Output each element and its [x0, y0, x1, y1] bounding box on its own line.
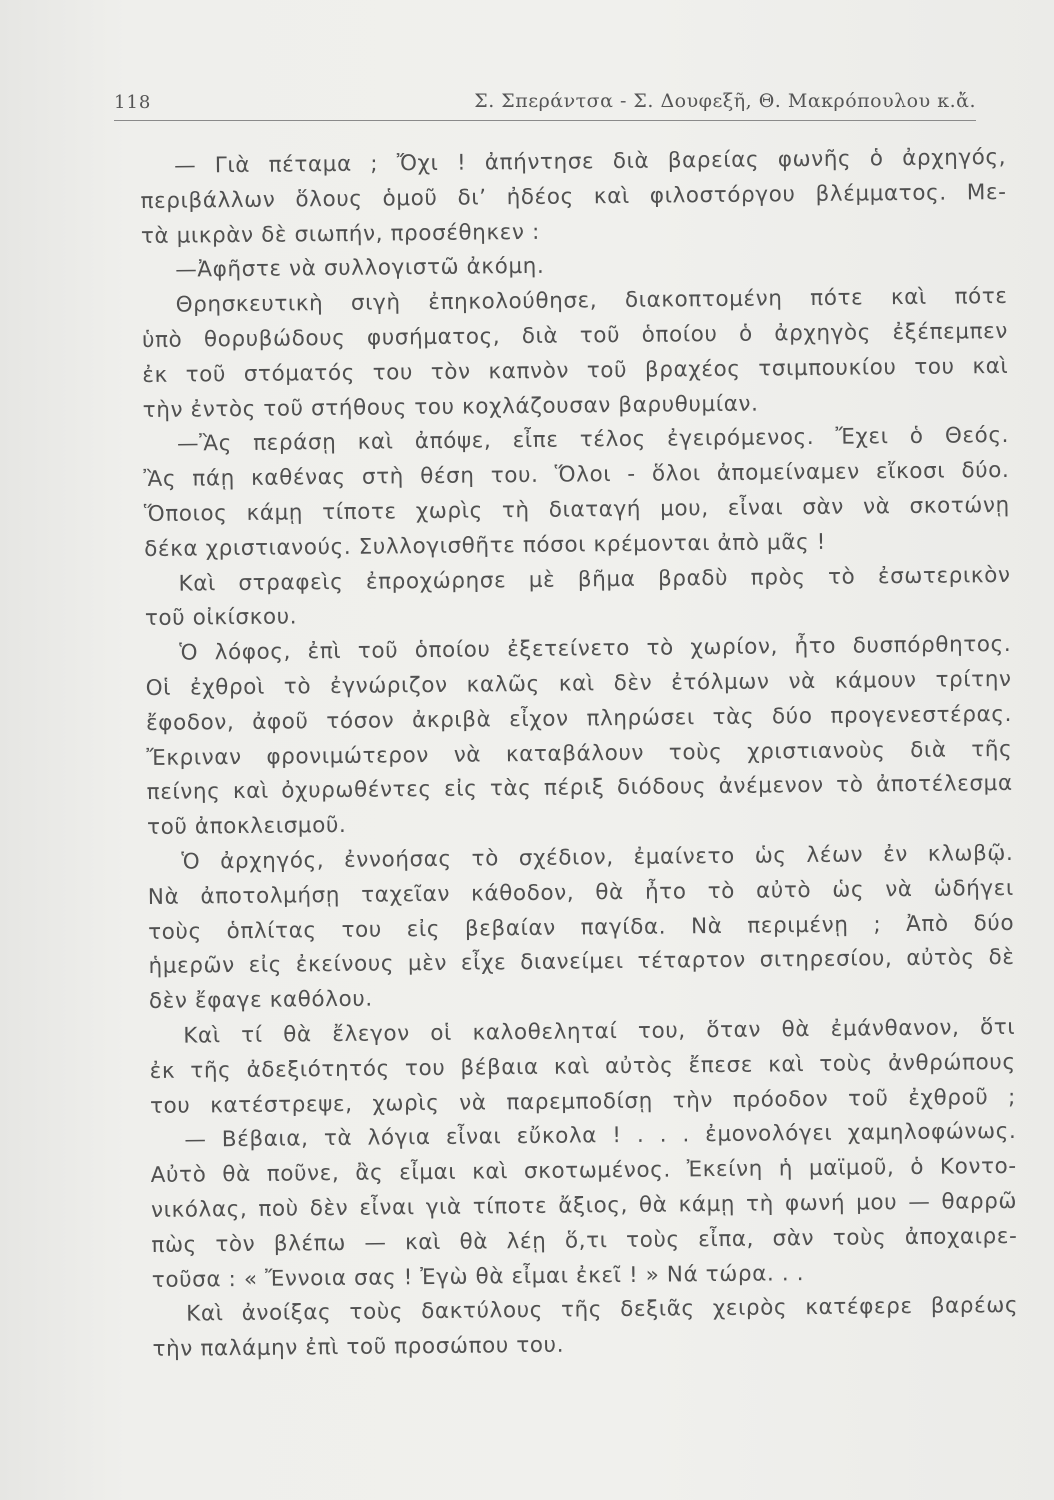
text-line: Ὁ λόφος, ἐπὶ τοῦ ὁποίου ἐξετείνετο τὸ χωρίον, ἦτο δυσπόρθητος.	[179, 632, 1012, 666]
text-line: τοῦ ἀποκλεισμοῦ.	[146, 813, 347, 841]
text-line: πείνης καὶ ὀχυρωθέντες εἰς τὰς πέριξ διόδους ἀνέμενον τὸ ἀποτέλεσμα	[146, 771, 1013, 806]
text-line: περιβάλλων ὅλους ὁμοῦ δι’ ἠδέος καὶ φιλοστόργου βλέμματος. Με-	[140, 179, 1007, 214]
text-line: τὰ μικρὰν δὲ σιωπήν, προσέθηκεν :	[140, 219, 540, 249]
text-line: νικόλας, ποὺ δὲν εἶναι γιὰ τίποτε ἄξιος, θὰ κάμῃ τὴ φωνή μου — θαρρῶ	[150, 1188, 1018, 1223]
text-line: Ἔκριναν φρονιμώτερον νὰ καταβάλουν τοὺς χριστιανοὺς διὰ τῆς	[146, 736, 1013, 771]
text-line: τὴν παλάμην ἐπὶ τοῦ προσώπου του.	[152, 1332, 565, 1363]
text-line: Ὅποιος κάμῃ τίποτε χωρὶς τὴ διαταγή μου, εἶναι σὰν νὰ σκοτώνῃ	[143, 492, 1010, 527]
text-line: ὑπὸ θορυβώδους φυσήματος, διὰ τοῦ ὁποίου ὁ ἀρχηγὸς ἐξέπεμπεν	[141, 318, 1009, 353]
text-line: — Βέβαια, τὰ λόγια εἶναι εὔκολα ! . . . ἐμονολόγει χαμηλοφώνως.	[184, 1119, 1017, 1153]
body-text	[140, 141, 1019, 1368]
running-header	[114, 86, 976, 121]
text-line: —Ἂς περάσῃ καὶ ἀπόψε, εἶπε τέλος ἐγειρόμενος. Ἔχει ὁ Θεός.	[176, 423, 1010, 458]
text-line: τοῦ οἰκίσκου.	[144, 604, 298, 632]
text-line: Καὶ ἀνοίξας τοὺς δακτύλους τῆς δεξιᾶς χειρὸς κατέφερε βαρέως	[186, 1293, 1019, 1327]
text-line: τὴν ἐντὸς τοῦ στήθους του κοχλάζουσαν βαρυθυμίαν.	[142, 391, 759, 423]
text-line: Θρησκευτικὴ σιγὴ ἐπηκολούθησε, διακοπτομένη πότε καὶ πότε	[175, 284, 1008, 318]
text-line: —Ἀφῆστε νὰ συλλογιστῶ ἀκόμη.	[175, 254, 545, 284]
text-line: ἡμερῶν εἰς ἐκείνους μὲν εἶχε διανείμει τέταρτον σιτηρεσίου, αὐτὸς δὲ	[148, 945, 1015, 980]
header-title: Σ. Σπεράντσα - Σ. Δουφεξῆ, Θ. Μακρόπουλου κ.ἄ.	[474, 90, 976, 112]
text-line: ἔφοδον, ἀφοῦ τόσον ἀκριβὰ εἶχον πληρώσει τὰς δύο προγενεστέρας.	[145, 701, 1013, 736]
text-line: ἐκ τοῦ στόματός του τὸν καπνὸν τοῦ βραχέος τσιμπουκίου του καὶ	[142, 353, 1009, 388]
text-line: πὼς τὸν βλέπω — καὶ θὰ λέῃ ὅ,τι τοὺς εἶπα, σὰν τοὺς ἀποχαιρε-	[151, 1223, 1018, 1258]
page-number: 118	[114, 92, 152, 113]
text-line: Καὶ στραφεὶς ἐπροχώρησε μὲ βῆμα βραδὺ πρὸς τὸ ἐσωτερικὸν	[178, 562, 1011, 597]
text-line: Οἱ ἐχθροὶ τὸ ἐγνώριζον καλῶς καὶ δὲν ἐτόλμων νὰ κάμουν τρίτην	[145, 666, 1012, 701]
text-line: δὲν ἔφαγε καθόλου.	[148, 986, 373, 1015]
text-line: τοὺς ὁπλίτας του εἰς βεβαίαν παγίδα. Νὰ περιμένῃ ; Ἀπὸ δύο	[148, 910, 1015, 945]
text-line: Νὰ ἀποτολμήσῃ ταχεῖαν κάθοδον, θὰ ἦτο τὸ αὐτὸ ὡς νὰ ὡδήγει	[147, 875, 1014, 910]
text-line: Ὁ ἀρχηγός, ἐννοήσας τὸ σχέδιον, ἐμαίνετο ὡς λέων ἐν κλωβῷ.	[181, 840, 1014, 875]
text-line: δέκα χριστιανούς. Συλλογισθῆτε πόσοι κρέμονται ἀπὸ μᾶς !	[144, 529, 827, 562]
text-line: Ἂς πάῃ καθένας στὴ θέση του. Ὅλοι - ὅλοι ἀπομείναμεν εἴκοσι δύο.	[143, 458, 1010, 493]
text-line: του κατέστρεψε, χωρὶς νὰ παρεμποδίσῃ τὴν πρόοδον τοῦ ἐχθροῦ ;	[149, 1084, 1017, 1119]
text-line: Αὐτὸ θὰ ποῦνε, ἂς εἶμαι καὶ σκοτωμένος. Ἐκείνη ἡ μαϊμοῦ, ὁ Κοντο-	[150, 1153, 1017, 1189]
text-line: ἐκ τῆς ἀδεξιότητός του βέβαια καὶ αὐτὸς ἔπεσε καὶ τοὺς ἀνθρώπους	[149, 1049, 1016, 1084]
text-line: — Γιὰ πέταμα ; Ὄχι ! ἀπήντησε διὰ βαρείας φωνῆς ὁ ἀρχηγός,	[174, 144, 1007, 179]
text-line: Καὶ τί θὰ ἔλεγον οἱ καλοθεληταί του, ὅταν θὰ ἐμάνθανον, ὅτι	[183, 1014, 1016, 1049]
text-line: τοῦσα : « Ἔννοια σας ! Ἐγὼ θὰ εἶμαι ἐκεῖ ! » Νά τώρα. . .	[151, 1260, 805, 1293]
